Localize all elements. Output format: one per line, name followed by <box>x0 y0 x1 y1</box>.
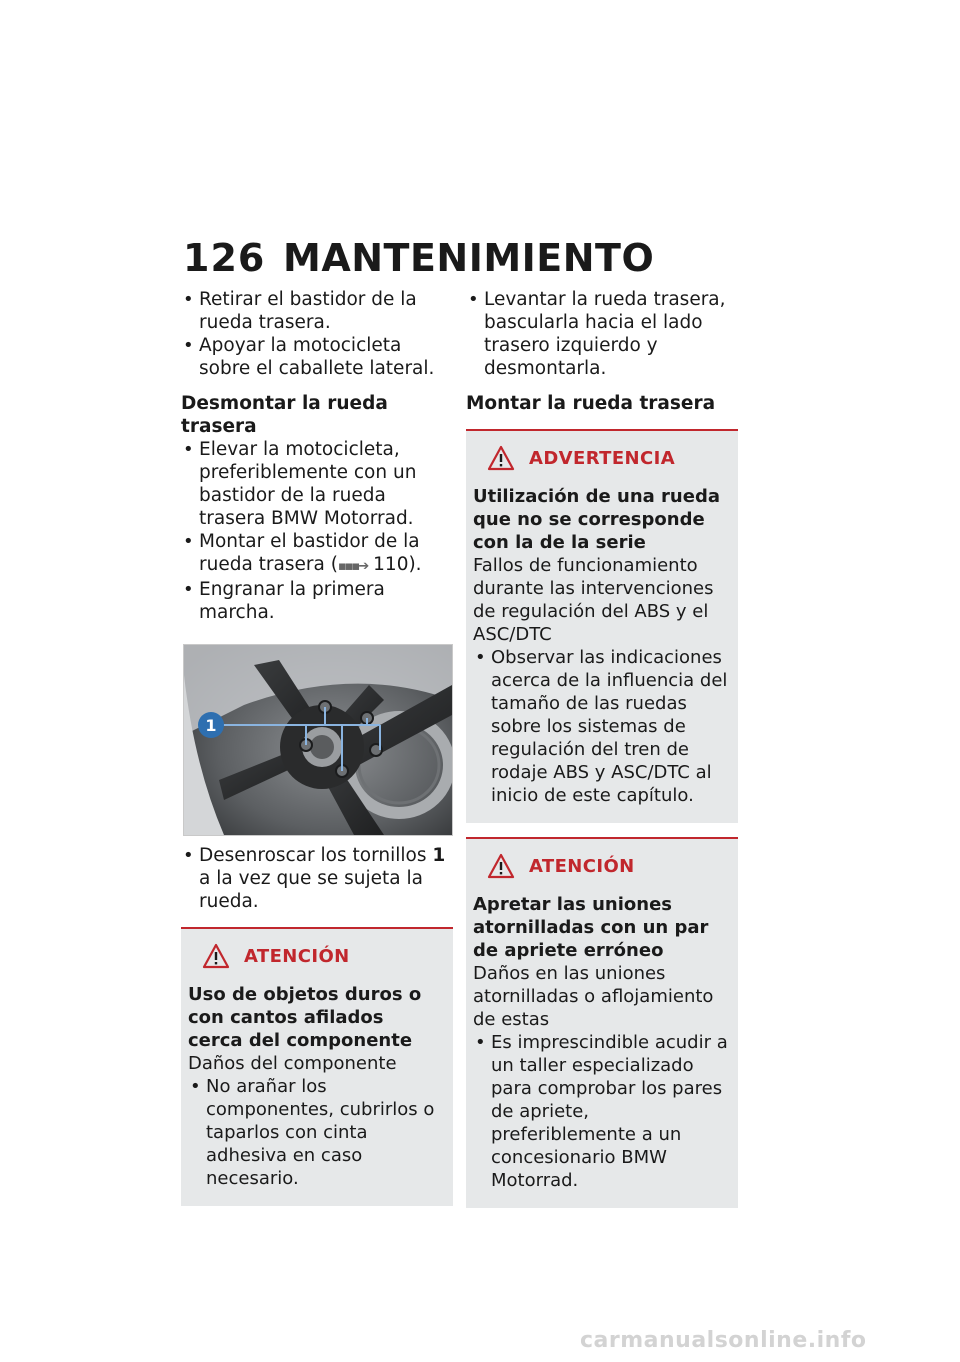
step-item: • Retirar el bastidor de la rueda trasera. <box>181 288 453 334</box>
warning-triangle-icon <box>202 943 230 969</box>
caution-title: ATENCIÓN <box>529 855 635 877</box>
step-text: a la vez que se sujeta la rueda. <box>199 868 423 912</box>
caution-subject: Apretar las uniones atornilladas con un par de apriete erróneo <box>473 894 709 961</box>
warning-box <box>466 429 738 823</box>
step-text: ). <box>408 554 422 575</box>
caution-header <box>473 853 728 879</box>
callout-reference: 1 <box>432 845 446 866</box>
warning-triangle-icon <box>487 853 515 879</box>
warning-title: ADVERTENCIA <box>529 447 676 469</box>
step-item-with-callout <box>181 844 453 913</box>
right-column <box>466 288 738 1208</box>
reference-arrow-icon: ▪▪▪➔ <box>337 559 368 574</box>
caution-subject: Uso de objetos duros o con cantos afilados cerca del componente <box>188 984 422 1051</box>
caution-action: • No arañar los componentes, cubrirlos o taparlos con cinta adhesiva en caso necesario. <box>188 1075 443 1190</box>
section-title: Desmontar la rueda trasera <box>181 393 388 437</box>
step-text: Montar el bastidor de la rueda trasera ( <box>199 531 420 575</box>
caution-box <box>466 837 738 1208</box>
caution-box <box>181 927 453 1206</box>
page-number: 126 <box>183 236 266 280</box>
section-title: Montar la rueda trasera <box>466 393 716 414</box>
figure-callout-label: 1 <box>205 716 217 735</box>
warning-triangle-icon <box>487 445 515 471</box>
step-item: • Levantar la rueda trasera, bascularla hacia el lado trasero izquierdo y desmontarla. <box>466 288 738 380</box>
caution-header <box>188 943 443 969</box>
footer-watermark: carmanualsonline.info <box>580 1328 867 1353</box>
warning-action: • Observar las indicaciones acerca de la influencia del tamaño de las ruedas sobre los sistemas de regulación del tren de rodaje ABS y ASC/DTC al inicio de este capítulo. <box>473 646 728 807</box>
page-title: MANTENIMIENTO <box>283 236 655 280</box>
left-column <box>181 288 453 1206</box>
step-item: • Elevar la motocicleta, preferiblemente con un bastidor de la rueda trasera BMW Motorrad. <box>181 438 453 530</box>
caution-consequence: Daños en las uniones atornilladas o aflojamiento de estas <box>473 963 714 1030</box>
step-item: • Apoyar la motocicleta sobre el caballete lateral. <box>181 334 453 380</box>
warning-subject: Utilización de una rueda que no se corresponde con la de la serie <box>473 486 720 553</box>
step-item-with-reference <box>181 530 453 578</box>
warning-consequence: Fallos de funcionamiento durante las intervenciones de regulación del ABS y el ASC/DTC <box>473 555 714 645</box>
page-reference[interactable]: 110 <box>373 554 409 575</box>
caution-consequence: Daños del componente <box>188 1053 397 1074</box>
rear-wheel-bolts-figure <box>183 644 453 836</box>
step-item: • Engranar la primera marcha. <box>181 578 453 624</box>
warning-header <box>473 445 728 471</box>
step-text: Desenroscar los tornillos <box>199 845 433 866</box>
caution-action: • Es imprescindible acudir a un taller especializado para comprobar los pares de apriete, preferiblemente a un concesionario BMW Motorrad. <box>473 1031 728 1192</box>
caution-title: ATENCIÓN <box>244 945 350 967</box>
